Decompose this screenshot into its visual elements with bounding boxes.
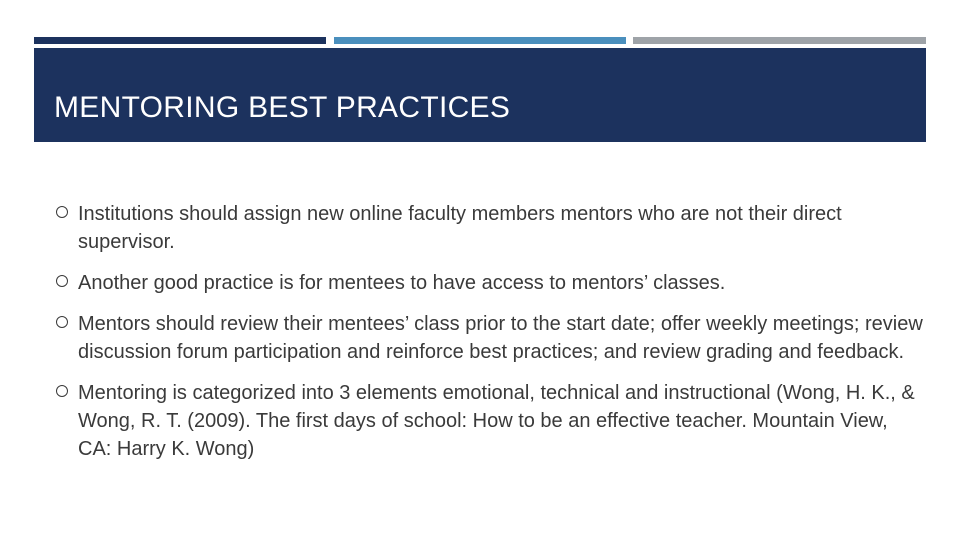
circle-outline-icon: [56, 385, 68, 397]
circle-outline-icon: [56, 206, 68, 218]
bullet-text: Another good practice is for mentees to have access to mentors’ classes.: [78, 272, 726, 294]
accent-bar-blue: [334, 37, 626, 44]
circle-outline-icon: [56, 316, 68, 328]
bullet-item: [56, 379, 926, 463]
bullet-item: [56, 200, 926, 256]
bullet-item: [56, 310, 926, 366]
bullet-text: Institutions should assign new online faculty members mentors who are not their direct supervisor.: [78, 203, 842, 253]
accent-bar-navy: [34, 37, 326, 44]
accent-bar-gray: [633, 37, 926, 44]
slide-title: MENTORING BEST PRACTICES: [54, 91, 511, 124]
bullet-list: [56, 200, 926, 463]
title-band: [34, 48, 926, 142]
bullet-text: Mentoring is categorized into 3 elements emotional, technical and instructional (Wong, H. K., & Wong, R. T. (2009). The first days of school: How to be an effective teacher. Mountain View, CA: Harry K. Wong): [78, 382, 915, 460]
bullet-item: [56, 269, 926, 297]
bullet-text: Mentors should review their mentees’ class prior to the start date; offer weekly meetings; review discussion forum participation and reinforce best practices; and review grading and feedback.: [78, 313, 923, 363]
circle-outline-icon: [56, 275, 68, 287]
